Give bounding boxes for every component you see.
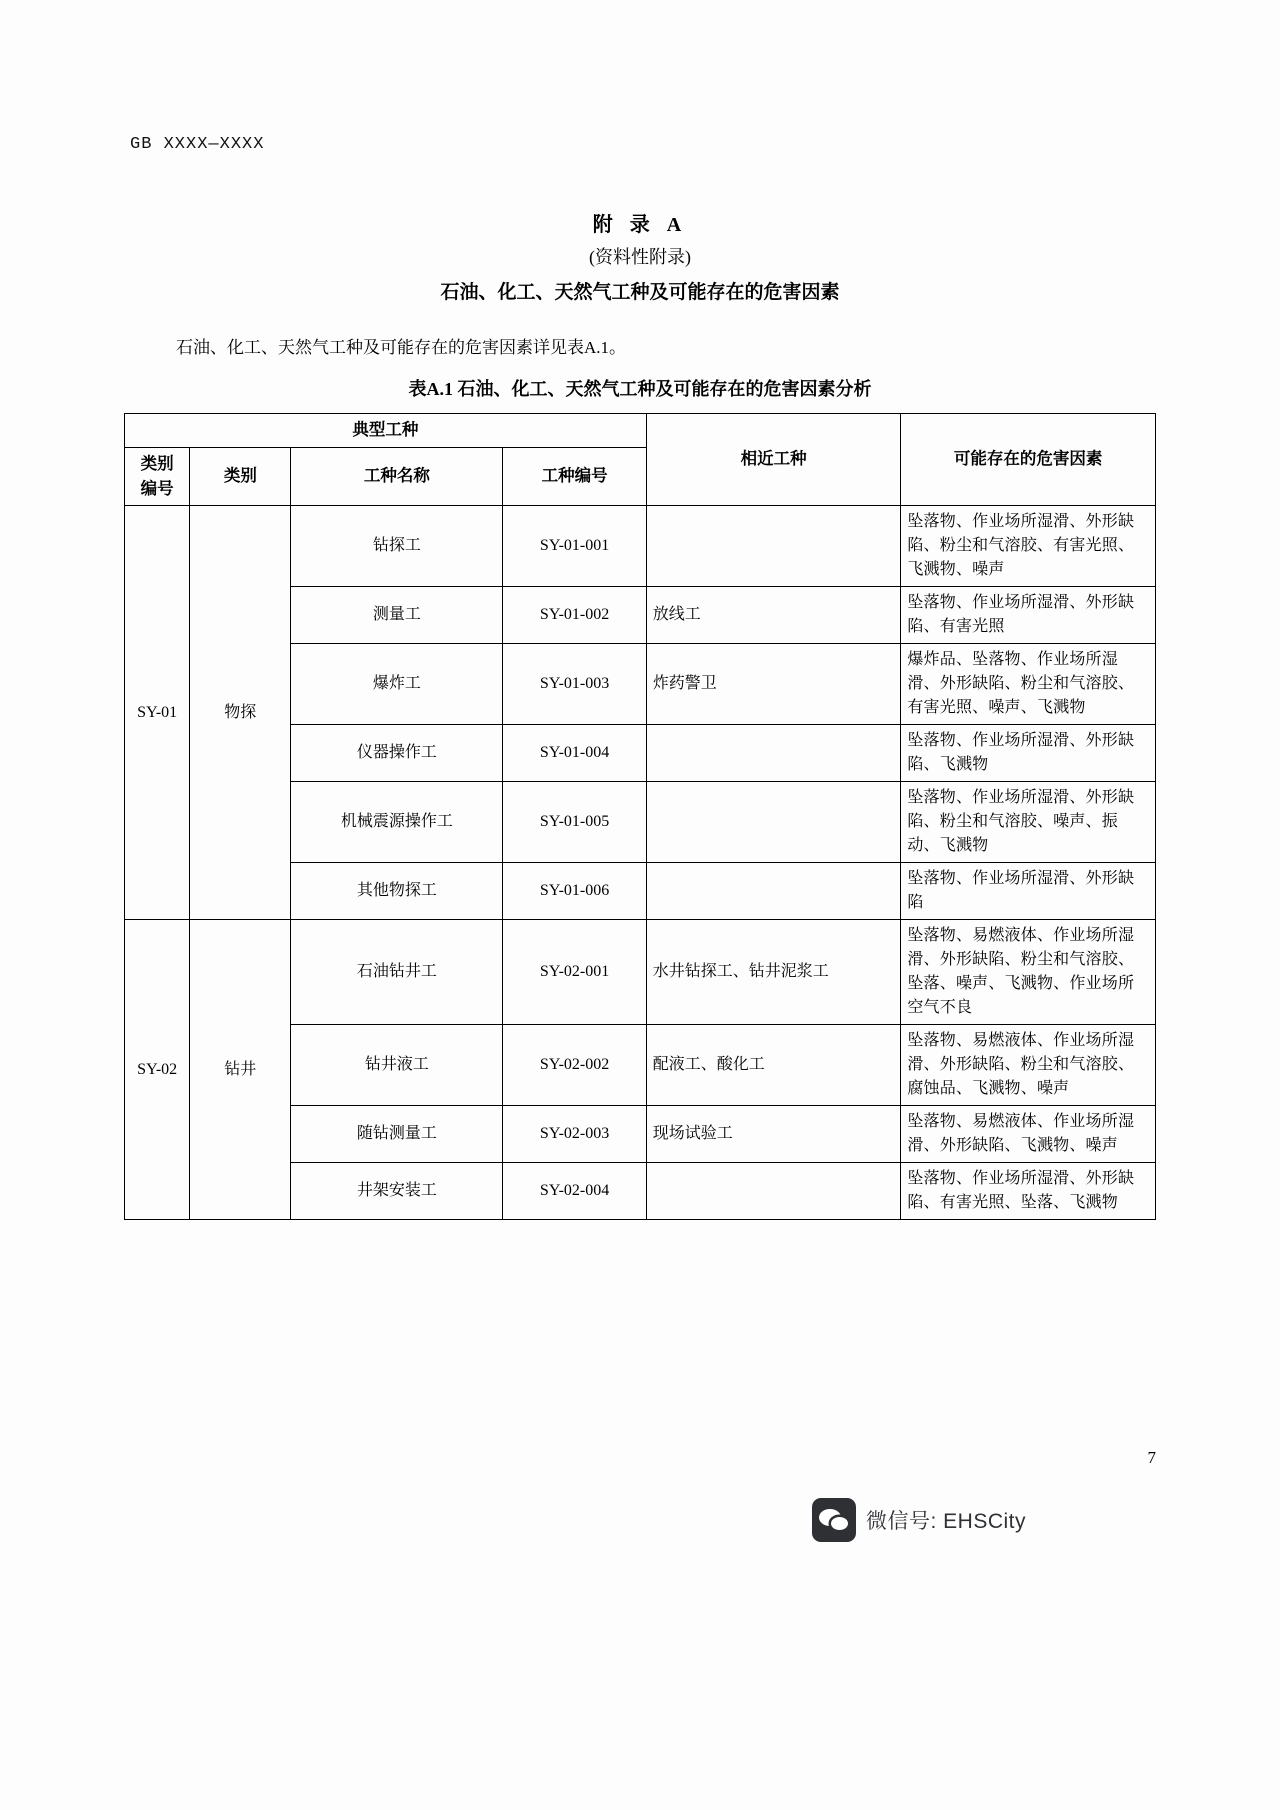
table-row (125, 920, 1156, 1025)
hazards: 坠落物、作业场所湿滑、外形缺陷、飞溅物 (901, 725, 1156, 782)
group-name: 物探 (190, 506, 291, 920)
hazards: 坠落物、作业场所湿滑、外形缺陷、有害光照 (901, 587, 1156, 644)
similar-jobs (646, 863, 901, 920)
job-name: 钻探工 (291, 506, 503, 587)
header-hazards: 可能存在的危害因素 (901, 414, 1156, 506)
job-code: SY-01-001 (503, 506, 646, 587)
job-code: SY-01-005 (503, 782, 646, 863)
job-code: SY-02-002 (503, 1025, 646, 1106)
table-header-row-1 (125, 414, 1156, 448)
job-code: SY-01-003 (503, 644, 646, 725)
hazard-table (124, 413, 1156, 1220)
job-name: 机械震源操作工 (291, 782, 503, 863)
job-code: SY-02-004 (503, 1163, 646, 1220)
job-name: 爆炸工 (291, 644, 503, 725)
similar-jobs: 炸药警卫 (646, 644, 901, 725)
hazards: 坠落物、作业场所湿滑、外形缺陷 (901, 863, 1156, 920)
header-group-typical-jobs: 典型工种 (125, 414, 647, 448)
header-category-code-line2: 编号 (140, 478, 174, 498)
job-name: 测量工 (291, 587, 503, 644)
annex-name: 石油、化工、天然气工种及可能存在的危害因素 (440, 282, 840, 303)
table-caption: 表A.1 石油、化工、天然气工种及可能存在的危害因素分析 (408, 379, 872, 399)
hazard-table-wrapper (124, 413, 1156, 1220)
hazards: 坠落物、易燃液体、作业场所湿滑、外形缺陷、飞溅物、噪声 (901, 1106, 1156, 1163)
hazards: 坠落物、作业场所湿滑、外形缺陷、粉尘和气溶胶、噪声、振动、飞溅物 (901, 782, 1156, 863)
job-name: 仪器操作工 (291, 725, 503, 782)
header-similar-jobs: 相近工种 (646, 414, 901, 506)
watermark-text: 微信号: EHSCity (866, 1510, 1027, 1533)
header-category-code (125, 447, 190, 506)
watermark (812, 1498, 1026, 1542)
group-code: SY-02 (125, 920, 190, 1220)
similar-jobs: 放线工 (646, 587, 901, 644)
job-code: SY-02-003 (503, 1106, 646, 1163)
group-code: SY-01 (125, 506, 190, 920)
hazards: 坠落物、易燃液体、作业场所湿滑、外形缺陷、粉尘和气溶胶、坠落、噪声、飞溅物、作业场所空气不良 (901, 920, 1156, 1025)
table-row (125, 506, 1156, 587)
job-name: 随钻测量工 (291, 1106, 503, 1163)
page-number: 7 (1147, 1448, 1156, 1467)
wechat-icon (812, 1498, 856, 1542)
job-code: SY-01-004 (503, 725, 646, 782)
header-category: 类别 (190, 447, 291, 506)
job-code: SY-01-002 (503, 587, 646, 644)
job-code: SY-01-006 (503, 863, 646, 920)
intro-paragraph: 石油、化工、天然气工种及可能存在的危害因素详见表A.1。 (176, 338, 627, 357)
standard-header: GB XXXX—XXXX (130, 135, 265, 154)
hazards: 坠落物、作业场所湿滑、外形缺陷、粉尘和气溶胶、有害光照、飞溅物、噪声 (901, 506, 1156, 587)
annex-title: 附 录 A (592, 214, 688, 236)
annex-subtitle: (资料性附录) (589, 247, 691, 267)
similar-jobs: 配液工、酸化工 (646, 1025, 901, 1106)
similar-jobs (646, 1163, 901, 1220)
header-job-code: 工种编号 (503, 447, 646, 506)
similar-jobs (646, 506, 901, 587)
job-code: SY-02-001 (503, 920, 646, 1025)
similar-jobs (646, 782, 901, 863)
similar-jobs (646, 725, 901, 782)
similar-jobs: 现场试验工 (646, 1106, 901, 1163)
job-name: 石油钻井工 (291, 920, 503, 1025)
similar-jobs: 水井钻探工、钻井泥浆工 (646, 920, 901, 1025)
hazards: 爆炸品、坠落物、作业场所湿滑、外形缺陷、粉尘和气溶胶、有害光照、噪声、飞溅物 (901, 644, 1156, 725)
hazards: 坠落物、易燃液体、作业场所湿滑、外形缺陷、粉尘和气溶胶、腐蚀品、飞溅物、噪声 (901, 1025, 1156, 1106)
header-job-name: 工种名称 (291, 447, 503, 506)
job-name: 钻井液工 (291, 1025, 503, 1106)
job-name: 井架安装工 (291, 1163, 503, 1220)
header-category-code-line1: 类别 (140, 453, 174, 473)
job-name: 其他物探工 (291, 863, 503, 920)
hazards: 坠落物、作业场所湿滑、外形缺陷、有害光照、坠落、飞溅物 (901, 1163, 1156, 1220)
group-name: 钻井 (190, 920, 291, 1220)
